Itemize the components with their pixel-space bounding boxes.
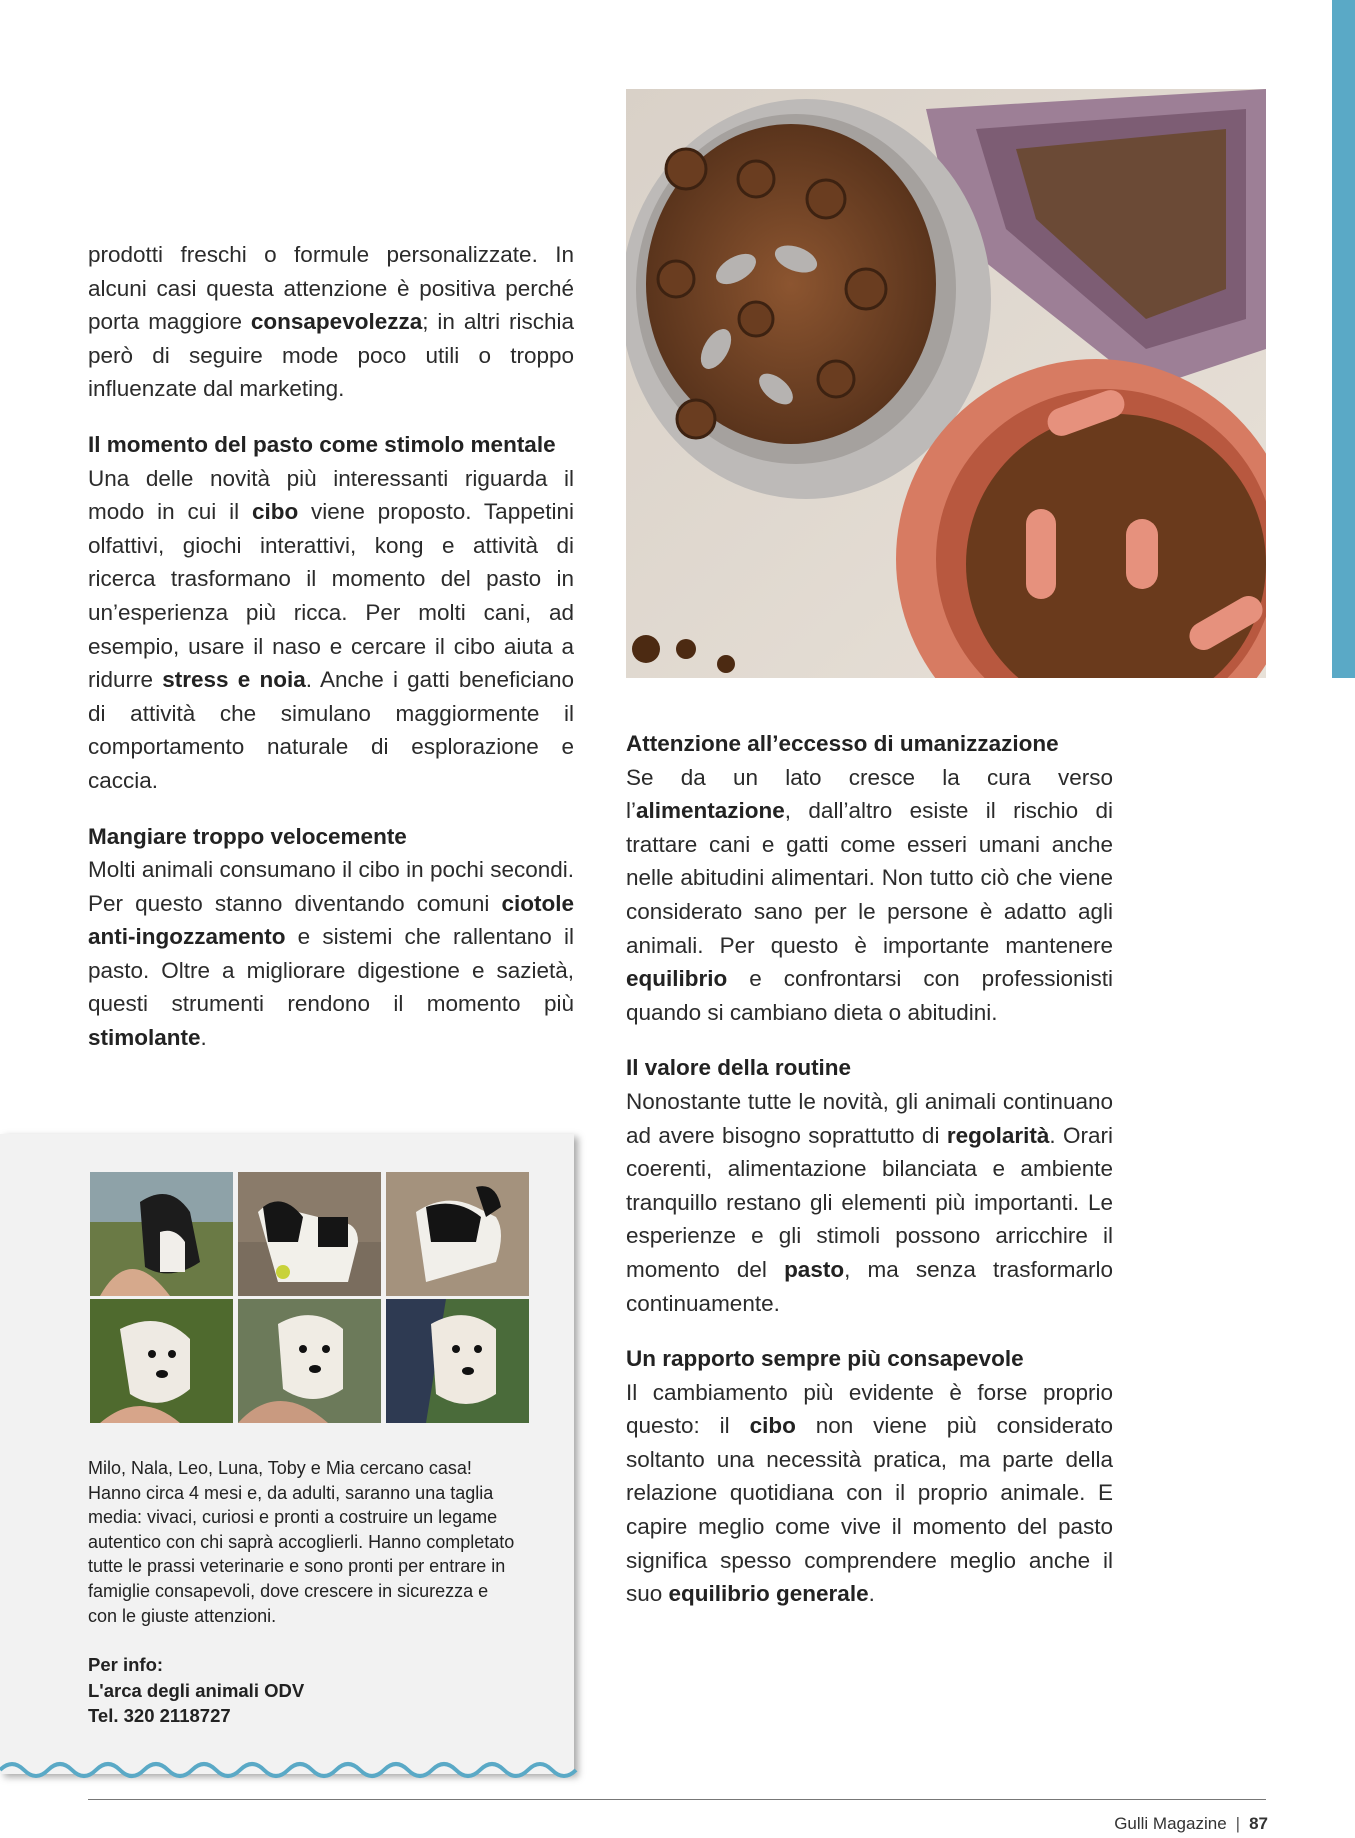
section-pasto [88,428,574,798]
adoption-description: Milo, Nala, Leo, Luna, Toby e Mia cercano casa! Hanno circa 4 mesi e, da adulti, saranno una taglia media: vivaci, curiosi e pronti a costruire un legame autentico con chi saprà accoglierli. Hanno completato tutte le prassi veterinarie e sono pronti per entrare in famiglie consapevoli, dove crescere in sicurezza e con le giuste attenzioni. [88,1458,515,1626]
section-paragraph: Una delle novità più interessanti riguarda il modo in cui il cibo viene proposto. Tappetini olfattivi, giochi interattivi, kong e attività di ricerca trasformano il momento del pasto in un’esperienza più ricca. Per molti cani, ad esempio, usare il naso e cercare il cibo aiuta a ridurre stress e noia. Anche i gatti beneficiano di attività che simulano maggiormente il comportamento naturale di esplorazione e caccia. [88,465,574,793]
dog-photo [90,1299,233,1423]
dog-photo [386,1172,529,1296]
dog-photo [238,1172,381,1296]
pet-food-bowls-photo [626,89,1266,678]
section-umanizzazione [626,727,1113,1029]
dog-photo-grid [90,1172,528,1423]
intro-paragraph: prodotti freschi o formule personalizzate. In alcuni casi questa attenzione è positiva perché porta maggiore consapevolezza; in altri rischia però di seguire mode poco utili o troppo influenzate dal marketing. [88,242,574,402]
section-paragraph: Molti animali consumano il cibo in pochi secondi. Per questo stanno diventando comuni ciotole anti-ingozzamento e sistemi che rallentano il pasto. Oltre a migliorare digestione e sazietà, questi strumenti rendono il momento più stimolante. [88,857,574,1051]
section-paragraph: Il cambiamento più evidente è forse proprio questo: il cibo non viene più considerato soltanto una necessità pratica, ma parte della relazione quotidiana con il proprio animale. E capire meglio come vive il momento del pasto significa spesso comprendere meglio anche il suo equilibrio generale. [626,1379,1114,1607]
dog-photo [386,1299,529,1423]
section-heading: Mangiare troppo velocemente [88,823,407,849]
section-paragraph: Se da un lato cresce la cura verso l’alimentazione, dall’altro esiste il rischio di trattare cani e gatti come esseri umani anche nelle abitudini alimentari. Non tutto ciò che viene considerato sano per le persone è adatto agli animali. Per questo è importante mantenere equilibrio e confrontarsi con professionisti quando si cambiano dieta o abitudini. [626,764,1113,1025]
adoption-box [0,1134,574,1774]
section-heading: Un rapporto sempre più consapevole [626,1346,1024,1372]
left-column [88,238,574,1055]
section-paragraph: Nonostante tutte le novità, gli animali continuano ad avere bisogno soprattutto di regolarità. Orari coerenti, alimentazione bilanciata e ambiente tranquillo restano gli elementi più importanti. Le esperienze e gli stimoli possono arricchire il momento del pasto, ma senza trasformarlo continuamente. [626,1088,1114,1316]
section-routine [626,1051,1113,1320]
dog-photo [90,1172,233,1296]
right-column [626,727,1113,1611]
organization-name: L'arca degli animali ODV [88,1679,305,1701]
section-heading: Attenzione all’eccesso di umanizzazione [626,731,1059,756]
wave-decoration [0,1756,578,1786]
section-side-tab [1332,0,1355,678]
info-label: Per info: [88,1654,164,1675]
dog-photo [238,1299,381,1423]
section-heading: Il momento del pasto come stimolo mentale [88,431,556,457]
adoption-contact [88,1652,304,1729]
section-rapporto [626,1342,1113,1611]
magazine-name: Gulli Magazine [1114,1814,1227,1833]
footer-divider [88,1799,1266,1800]
page-number: 87 [1249,1814,1268,1833]
section-heading: Il valore della routine [626,1055,852,1081]
phone-number: Tel. 320 2118727 [88,1705,231,1727]
section-veloce [88,820,574,1055]
page-footer: Gulli Magazine | 87 [1114,1814,1268,1833]
